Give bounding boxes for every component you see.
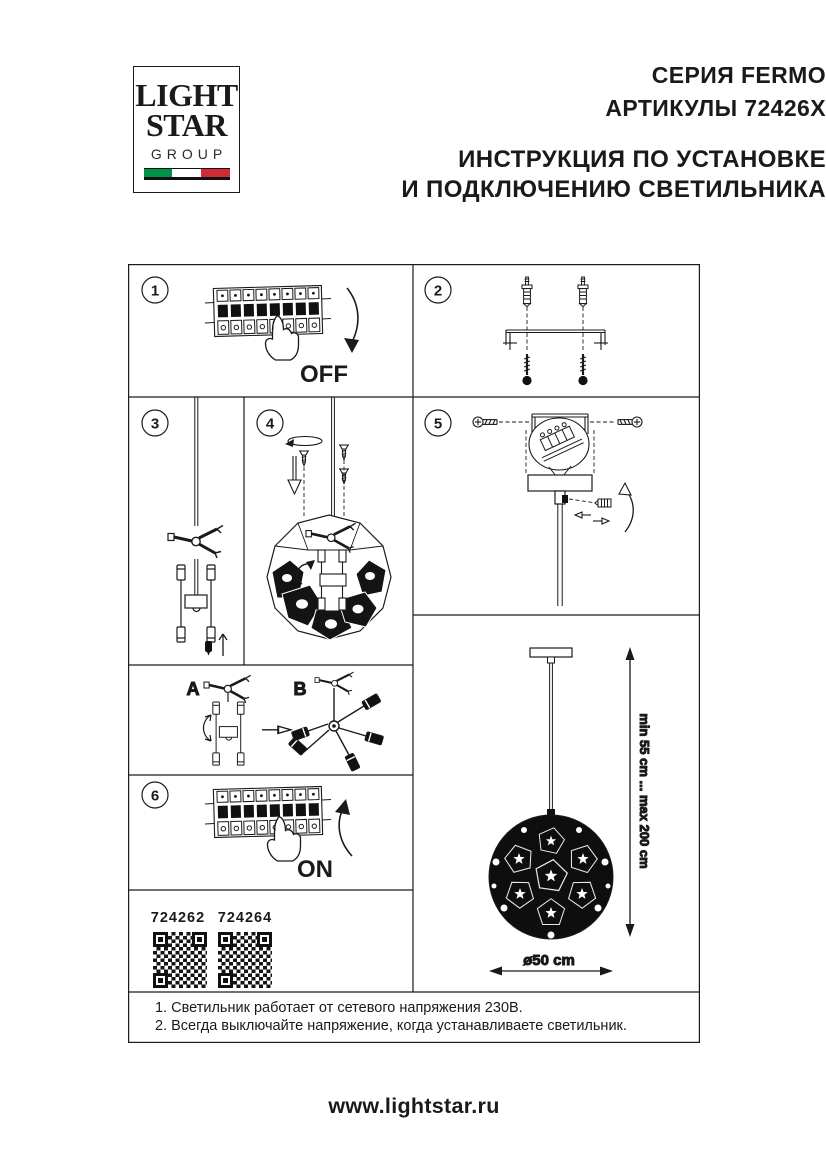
height-range-label: min 55 cm ... max 200 cm [637,713,652,869]
screw-icon [618,417,642,427]
step-3-number: 3 [150,415,160,433]
series-title: СЕРИЯ FERMO [651,62,826,88]
qr-finder-icon [257,932,272,947]
step-6-badge [142,782,168,808]
circuit-breaker-icon [205,787,331,838]
spider-connector-icon [168,526,223,559]
step-2-number: 2 [433,282,443,300]
on-label: ON [297,856,333,883]
website-url: www.lightstar.ru [328,1094,500,1118]
arrow-right-outline [593,518,609,524]
spider-connector-icon [204,675,251,703]
lightstar-logo [133,66,240,193]
wall-anchor-icon [522,277,532,307]
grub-screw-icon [562,495,568,503]
qr-finder-icon [153,932,168,947]
qr-code-724264 [218,932,272,988]
arrowhead [335,799,350,815]
screw-icon [522,354,531,385]
arrow-up-curve [339,807,352,856]
arrow-down-curve [347,288,358,342]
rotate-arrow [285,437,322,448]
terminal-detail-balloon [529,418,589,476]
logo-group-text: GROUP [150,145,228,162]
product-code-1: 724262 [150,910,206,926]
arrow-left-outline [575,512,591,518]
articles-title: АРТИКУЛЫ 72426X [605,95,826,121]
logo-star-text: STAR [146,106,227,143]
arrow-right-outline [262,726,291,733]
pendant-ball-icon [489,815,613,939]
mounting-bracket-icon [503,330,608,350]
lamp-holders-icon [177,565,215,642]
italy-flag-icon [144,168,230,180]
safety-notes [155,1000,627,1034]
instruction-diagram [128,264,700,1043]
step-6-number: 6 [150,787,160,805]
qr-finder-icon [218,973,233,988]
logo-light-text: LIGHT [135,77,238,113]
note-1: 1. Светильник работает от сетевого напряжения 230В. [155,1000,523,1016]
screw-icon [473,417,497,427]
ceiling-plate-icon [530,648,572,657]
bulb-icon [205,641,212,656]
wall-anchor-icon [578,277,588,307]
lamp-holders-icon [213,702,244,765]
step-1-badge [142,277,168,303]
note-2: 2. Всегда выключайте напряжение, когда устанавливаете светильник. [155,1018,627,1034]
qr-finder-icon [192,932,207,947]
step-6-panel-power-on [205,787,352,883]
page-title-2: И ПОДКЛЮЧЕНИЮ СВЕТИЛЬНИКА [401,176,826,203]
step-5-panel-canopy [473,414,642,606]
step-1-number: 1 [150,282,160,300]
canopy-icon [528,475,592,606]
set-screw-icon [595,499,611,507]
step-5-number: 5 [433,415,443,433]
product-code-2: 724264 [217,910,273,926]
screw-icon [578,354,587,385]
step-5-badge [425,410,451,436]
final-view-panel [489,647,652,976]
step-4-badge [257,410,283,436]
height-dimension [626,647,653,937]
diameter-dimension [489,952,613,976]
page-title: ИНСТРУКЦИЯ ПО УСТАНОВКЕ [458,146,826,173]
flag-white-stripe [172,169,201,177]
variant-a-label: A [186,679,200,699]
product-codes [151,910,272,926]
arrow-down-outline [288,456,301,494]
step-3-panel-rod-assembly [168,398,227,657]
off-label: OFF [300,361,348,388]
panel-grid [128,264,700,1042]
step-4-panel-shade-assembly [267,398,391,641]
screw-icon [299,451,309,466]
arrow-up [219,634,227,656]
qr-code-724262 [153,932,207,988]
qr-finder-icon [218,932,233,947]
step-4-number: 4 [265,415,275,433]
flag-green-stripe [144,169,173,177]
step-1-panel-power-off [205,286,359,388]
step-2-badge [425,277,451,303]
rotate-arrow [625,489,633,532]
screw-icon [339,445,349,460]
instruction-sheet [128,264,700,1043]
qr-finder-icon [153,973,168,988]
step-2-panel-hardware [503,277,608,385]
variant-b-label: B [293,679,307,699]
rotate-arc-arrow [203,715,211,741]
circuit-breaker-icon [205,286,331,337]
arrowhead [344,338,359,353]
shade-ball-open-icon [267,515,391,640]
diameter-label: ø50 cm [523,952,575,969]
variant-ab-panel [187,672,384,771]
step-3-badge [142,410,168,436]
